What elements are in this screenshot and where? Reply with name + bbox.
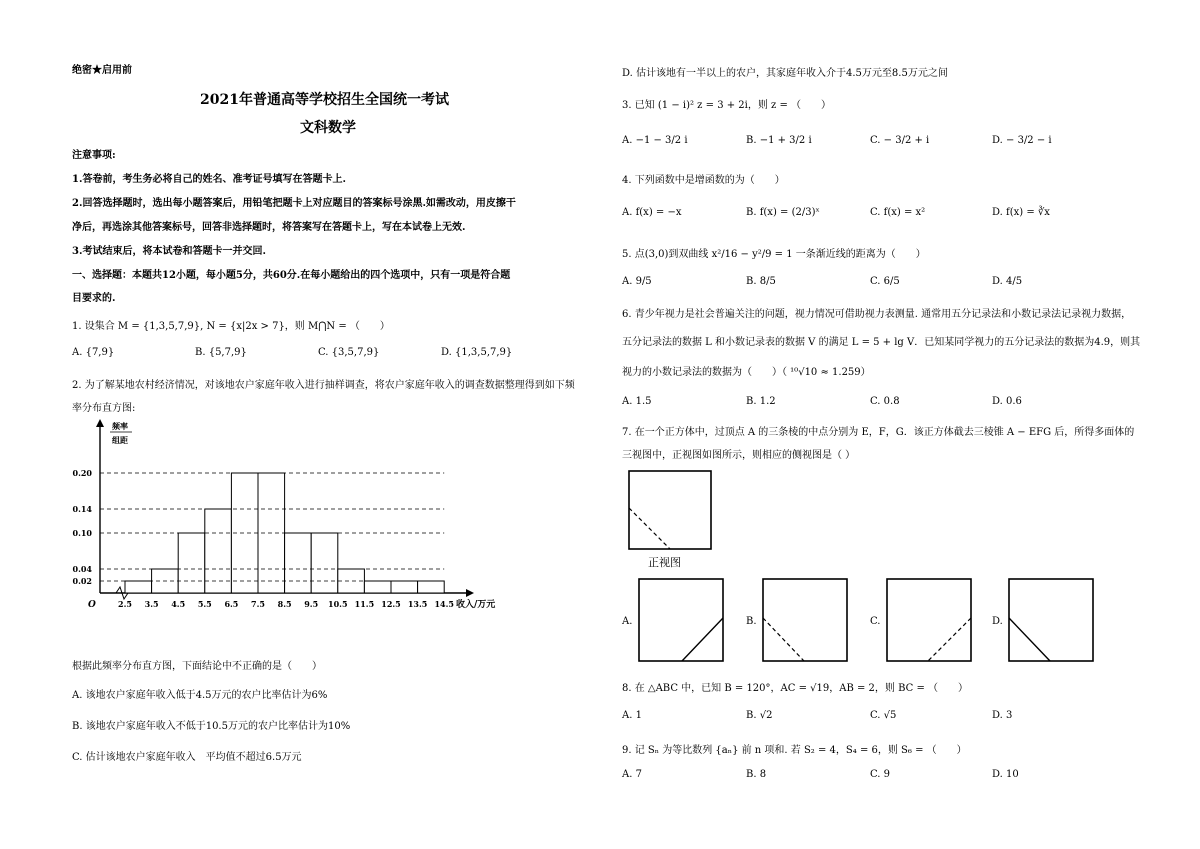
q2-option-b[interactable]: B. 该地农户家庭年收入不低于10.5万元的农户比率估计为10% bbox=[72, 721, 351, 732]
histogram-bar bbox=[178, 533, 205, 593]
y-tick-label: 0.10 bbox=[72, 528, 92, 538]
q8-option-c[interactable]: C. √5 bbox=[870, 710, 897, 721]
q9-option-d[interactable]: D. 10 bbox=[992, 769, 1019, 780]
q8-option-b[interactable]: B. √2 bbox=[746, 710, 773, 721]
y-tick-label: 0.04 bbox=[72, 564, 92, 574]
x-tick-label: 7.5 bbox=[251, 599, 265, 609]
q4-option-a[interactable]: A. f(x) = −x bbox=[622, 207, 682, 218]
q5-option-d[interactable]: D. 4/5 bbox=[992, 276, 1023, 287]
q7-option-d-label[interactable]: D. bbox=[992, 616, 1003, 627]
section-heading-b: 目要求的. bbox=[72, 293, 116, 304]
q7-option-b-label[interactable]: B. bbox=[746, 616, 757, 627]
x-tick-label: 9.5 bbox=[304, 599, 319, 609]
x-tick-label: 13.5 bbox=[407, 599, 428, 609]
q6-option-c[interactable]: C. 0.8 bbox=[870, 396, 900, 407]
y-tick-label: 0.20 bbox=[72, 468, 92, 478]
q7-option-a-figure[interactable] bbox=[638, 578, 724, 662]
y-tick-label: 0.14 bbox=[72, 504, 92, 514]
q2-option-a[interactable]: A. 该地农户家庭年收入低于4.5万元的农户比率估计为6% bbox=[72, 690, 328, 701]
q7-option-c-label[interactable]: C. bbox=[870, 616, 881, 627]
x-axis-arrow bbox=[466, 589, 474, 597]
q4-option-c[interactable]: C. f(x) = x² bbox=[870, 207, 926, 218]
q1-option-a[interactable]: A. {7,9} bbox=[72, 347, 115, 358]
histogram-bar bbox=[205, 509, 232, 593]
q6-option-b[interactable]: B. 1.2 bbox=[746, 396, 776, 407]
y-tick-label: 0.02 bbox=[72, 576, 92, 586]
q1-option-c[interactable]: C. {3,5,7,9} bbox=[318, 347, 380, 358]
q5-stem: 5. 点(3,0)到双曲线 x²/16 − y²/9 = 1 一条渐近线的距离为（ ） bbox=[622, 249, 926, 260]
q7-option-b-figure[interactable] bbox=[762, 578, 848, 662]
q3-option-a[interactable]: A. −1 − 3/2 i bbox=[622, 135, 688, 146]
origin-label: O bbox=[88, 600, 96, 610]
q9-option-b[interactable]: B. 8 bbox=[746, 769, 767, 780]
note-2a: 2.回答选择题时，选出每小题答案后，用铅笔把题卡上对应题目的答案标号涂黑.如需改动，用皮擦干 bbox=[72, 198, 516, 209]
q6-line-2: 五分记录法的数据 L 和小数记录表的数据 V 的满足 L = 5 + lg V．已知某同学视力的五分记录法的数据为4.9，则其 bbox=[622, 337, 1141, 348]
q9-option-c[interactable]: C. 9 bbox=[870, 769, 891, 780]
q8-option-d[interactable]: D. 3 bbox=[992, 710, 1013, 721]
q7-option-a-label[interactable]: A. bbox=[622, 616, 633, 627]
q4-stem: 4. 下列函数中是增函数的为（ ） bbox=[622, 175, 785, 186]
q7-line-2: 三视图中，正视图如图所示，则相应的侧视图是（ ） bbox=[622, 450, 856, 461]
front-view-label: 正视图 bbox=[648, 556, 681, 569]
q3-option-d[interactable]: D. − 3/2 − i bbox=[992, 135, 1052, 146]
q5-option-c[interactable]: C. 6/5 bbox=[870, 276, 900, 287]
q2-stem-1: 2. 为了解某地农村经济情况，对该地农户家庭年收入进行抽样调查，将农户家庭年收入的调查数据整理得到如下频 bbox=[72, 380, 575, 391]
histogram-bar bbox=[311, 533, 338, 593]
exam-title: 2021年普通高等学校招生全国统一考试 bbox=[200, 92, 449, 108]
q2-question: 根据此频率分布直方图，下面结论中不正确的是（ ） bbox=[72, 661, 322, 672]
x-tick-label: 4.5 bbox=[171, 599, 186, 609]
histogram-bar bbox=[285, 533, 312, 593]
q8-stem: 8. 在 △ABC 中，已知 B = 120°，AC = √19，AB = 2，则 BC = （ ） bbox=[622, 683, 969, 694]
q1-option-b[interactable]: B. {5,7,9} bbox=[195, 347, 247, 358]
q6-line-1: 6. 青少年视力是社会普遍关注的问题，视力情况可借助视力表测量. 通常用五分记录法和小数记录法记录视力数据， bbox=[622, 309, 1132, 320]
y-axis-arrow bbox=[96, 419, 104, 427]
y-label-top: 频率 bbox=[112, 421, 128, 431]
note-2b: 净后，再选涂其他答案标号，回答非选择题时，将答案写在答题卡上，写在本试卷上无效. bbox=[72, 222, 466, 233]
q5-option-a[interactable]: A. 9/5 bbox=[622, 276, 652, 287]
q1-option-d[interactable]: D. {1,3,5,7,9} bbox=[441, 347, 513, 358]
q4-option-d[interactable]: D. f(x) = ∛x bbox=[992, 207, 1050, 218]
histogram-bar bbox=[364, 581, 391, 593]
histogram-bar bbox=[418, 581, 445, 593]
q2-option-c[interactable]: C. 估计该地农户家庭年收入 平均值不超过6.5万元 bbox=[72, 752, 302, 763]
x-tick-label: 8.5 bbox=[277, 599, 292, 609]
x-tick-label: 11.5 bbox=[354, 599, 375, 609]
x-tick-label: 14.5 bbox=[434, 599, 454, 609]
x-tick-label: 10.5 bbox=[328, 599, 348, 609]
q2-stem-2: 率分布直方图: bbox=[72, 403, 136, 414]
q9-option-a[interactable]: A. 7 bbox=[622, 769, 642, 780]
histogram-bar bbox=[125, 581, 152, 593]
exam-subtitle: 文科数学 bbox=[300, 120, 356, 136]
q3-stem: 3. 已知 (1 − i)² z = 3 + 2i，则 z = （ ） bbox=[622, 100, 832, 111]
q7-option-d-figure[interactable] bbox=[1008, 578, 1094, 662]
note-1: 1.答卷前，考生务必将自己的姓名、准考证号填写在答题卡上. bbox=[72, 174, 346, 185]
q7-line-1: 7. 在一个正方体中，过顶点 A 的三条棱的中点分别为 E，F，G．该正方体截去三棱锥 A − EFG 后，所得多面体的 bbox=[622, 427, 1135, 438]
q4-option-b[interactable]: B. f(x) = (2/3)ˣ bbox=[746, 207, 820, 218]
y-label-bottom: 组距 bbox=[112, 435, 128, 445]
q6-option-a[interactable]: A. 1.5 bbox=[622, 396, 652, 407]
histogram-bar bbox=[391, 581, 418, 593]
x-tick-label: 3.5 bbox=[144, 599, 159, 609]
q7-option-c-figure[interactable] bbox=[886, 578, 972, 662]
q6-line-3: 视力的小数记录法的数据为（ ）（ ¹⁰√10 ≈ 1.259） bbox=[622, 367, 871, 378]
x-tick-label: 6.5 bbox=[224, 599, 239, 609]
q3-option-c[interactable]: C. − 3/2 + i bbox=[870, 135, 930, 146]
x-tick-label: 12.5 bbox=[381, 599, 401, 609]
q2-option-d[interactable]: D. 估计该地有一半以上的农户，其家庭年收入介于4.5万元至8.5万元之间 bbox=[622, 68, 948, 79]
q8-option-a[interactable]: A. 1 bbox=[622, 710, 642, 721]
q5-option-b[interactable]: B. 8/5 bbox=[746, 276, 776, 287]
frequency-histogram bbox=[70, 415, 510, 615]
q1-stem: 1. 设集合 M = {1,3,5,7,9}, N = {x|2x > 7}，则 M⋂N = （ ） bbox=[72, 321, 390, 332]
x-tick-label: 2.5 bbox=[118, 599, 132, 609]
notes-heading: 注意事项: bbox=[72, 150, 116, 161]
right-column bbox=[622, 0, 1182, 849]
note-3: 3.考试结束后，将本试卷和答题卡一并交回. bbox=[72, 246, 266, 257]
q9-stem: 9. 记 Sₙ 为等比数列 {aₙ} 前 n 项和. 若 S₂ = 4，S₄ = 6，则 S₆ = （ ） bbox=[622, 745, 967, 756]
front-view-figure bbox=[628, 470, 712, 550]
q6-option-d[interactable]: D. 0.6 bbox=[992, 396, 1022, 407]
q3-option-b[interactable]: B. −1 + 3/2 i bbox=[746, 135, 812, 146]
secret-label: 绝密★启用前 bbox=[72, 65, 132, 76]
x-tick-label: 5.5 bbox=[197, 599, 212, 609]
x-axis-label: 收入/万元 bbox=[456, 600, 496, 610]
section-heading-a: 一、选择题：本题共12小题，每小题5分，共60分.在每小题给出的四个选项中，只有一项是符合题 bbox=[72, 270, 511, 281]
